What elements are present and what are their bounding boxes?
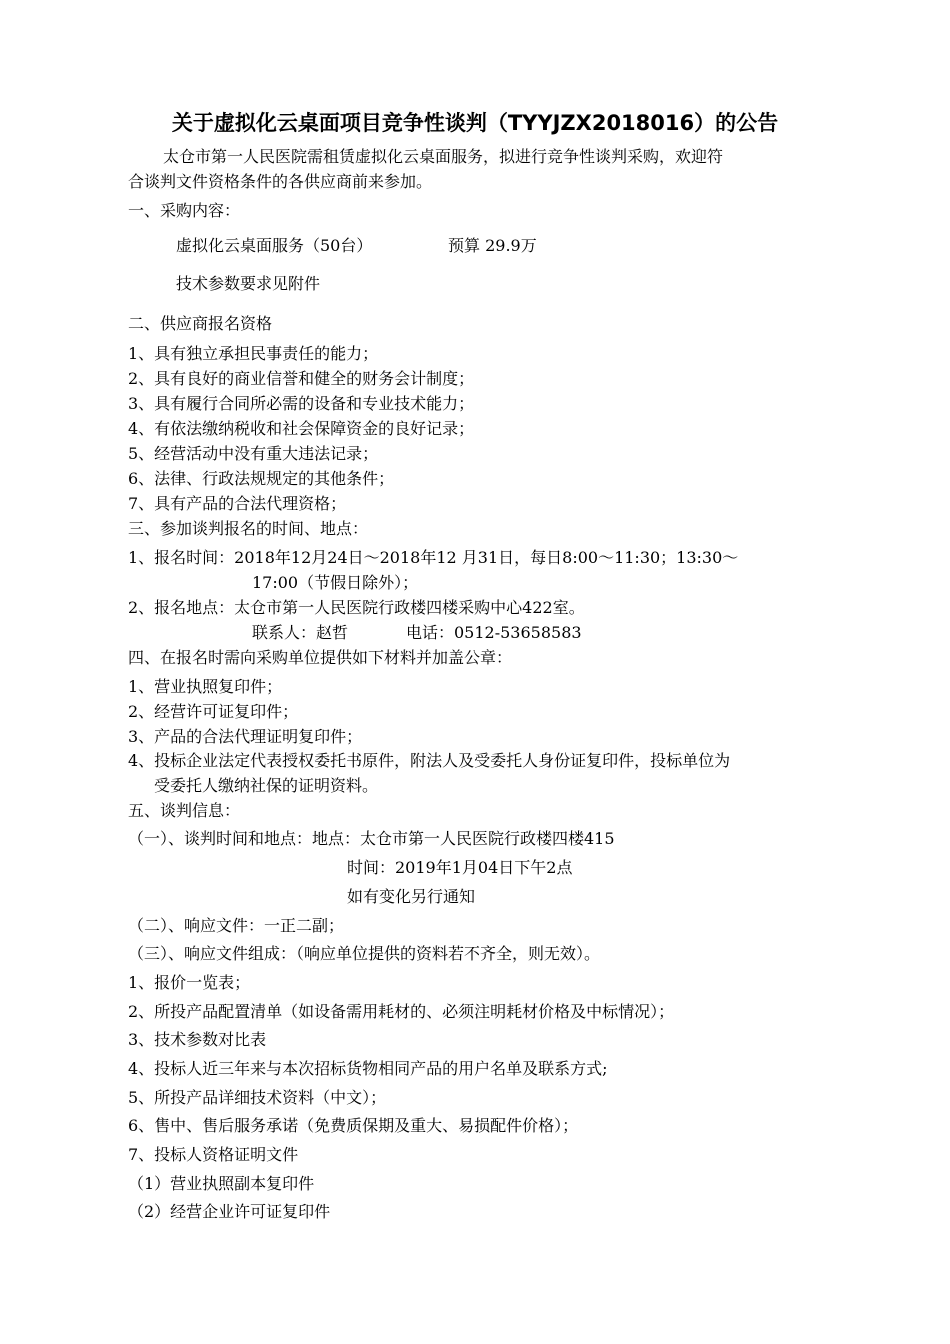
contact-phone: 电话：0512-53658583	[406, 623, 582, 642]
page-title: 关于虚拟化云桌面项目竞争性谈判（TYYJZX2018016）的公告	[171, 111, 779, 135]
procurement-budget: 预算 29.9万	[448, 236, 537, 255]
tech-params-note: 技术参数要求见附件	[176, 274, 321, 293]
contact-person: 联系人：赵哲	[252, 623, 349, 642]
section-3-heading: 三、参加谈判报名的时间、地点：	[128, 519, 369, 538]
section-2-heading: 二、供应商报名资格	[128, 314, 273, 333]
intro-line-1: 太仓市第一人民医院需租赁虚拟化云桌面服务，拟进行竞争性谈判采购，欢迎符	[163, 147, 724, 166]
registration-time-line-2: 17:00（节假日除外）；	[252, 573, 419, 592]
negotiation-change-note: 如有变化另行通知	[347, 887, 476, 906]
qualification-item: 4、有依法缴纳税收和社会保障资金的良好记录；	[128, 419, 475, 438]
response-item: 7、投标人资格证明文件	[128, 1145, 299, 1164]
response-composition: （三）、响应文件组成：（响应单位提供的资料若不齐全，则无效）。	[128, 944, 601, 963]
procurement-item: 虚拟化云桌面服务（50台）	[176, 236, 373, 255]
intro-line-2: 合谈判文件资格条件的各供应商前来参加。	[128, 172, 433, 191]
response-sub-item: （2）经营企业许可证复印件	[128, 1202, 331, 1221]
qualification-item: 5、经营活动中没有重大违法记录；	[128, 444, 379, 463]
section-4-heading: 四、在报名时需向采购单位提供如下材料并加盖公章：	[128, 648, 513, 667]
registration-time-line-1: 1、报名时间：2018年12月24日～2018年12 月31日，每日8:00～11:30；13:30～	[128, 548, 739, 567]
section-1-heading: 一、采购内容：	[128, 201, 241, 220]
response-item: 1、报价一览表；	[128, 973, 251, 992]
response-item: 4、投标人近三年来与本次招标货物相同产品的用户名单及联系方式;	[128, 1059, 608, 1078]
qualification-item: 6、法律、行政法规规定的其他条件；	[128, 469, 395, 488]
registration-place: 2、报名地点：太仓市第一人民医院行政楼四楼采购中心422室。	[128, 598, 585, 617]
qualification-item: 3、具有履行合同所必需的设备和专业技术能力；	[128, 394, 475, 413]
response-item: 6、售中、售后服务承诺（免费质保期及重大、易损配件价格）；	[128, 1116, 579, 1135]
material-item-4-line-2: 受委托人缴纳社保的证明资料。	[154, 776, 379, 795]
material-item-4-line-1: 4、投标企业法定代表授权委托书原件，附法人及受委托人身份证复印件，投标单位为	[128, 751, 731, 770]
qualification-item: 1、具有独立承担民事责任的能力；	[128, 344, 379, 363]
material-item: 2、经营许可证复印件；	[128, 702, 299, 721]
material-item: 3、产品的合法代理证明复印件；	[128, 727, 363, 746]
qualification-item: 2、具有良好的商业信誉和健全的财务会计制度；	[128, 369, 475, 388]
response-sub-item: （1）营业执照副本复印件	[128, 1174, 315, 1193]
qualification-item: 7、具有产品的合法代理资格；	[128, 494, 347, 513]
negotiation-time: 时间：2019年1月04日下午2点	[347, 858, 573, 877]
response-item: 5、所投产品详细技术资料（中文）；	[128, 1088, 387, 1107]
response-item: 3、技术参数对比表	[128, 1030, 267, 1049]
response-item: 2、所投产品配置清单（如设备需用耗材的、必须注明耗材价格及中标情况）；	[128, 1002, 675, 1021]
response-copies: （二）、响应文件：一正二副；	[128, 916, 345, 935]
negotiation-place: （一）、谈判时间和地点：地点：太仓市第一人民医院行政楼四楼415	[128, 829, 615, 848]
section-5-heading: 五、谈判信息：	[128, 801, 241, 820]
material-item: 1、营业执照复印件；	[128, 677, 283, 696]
